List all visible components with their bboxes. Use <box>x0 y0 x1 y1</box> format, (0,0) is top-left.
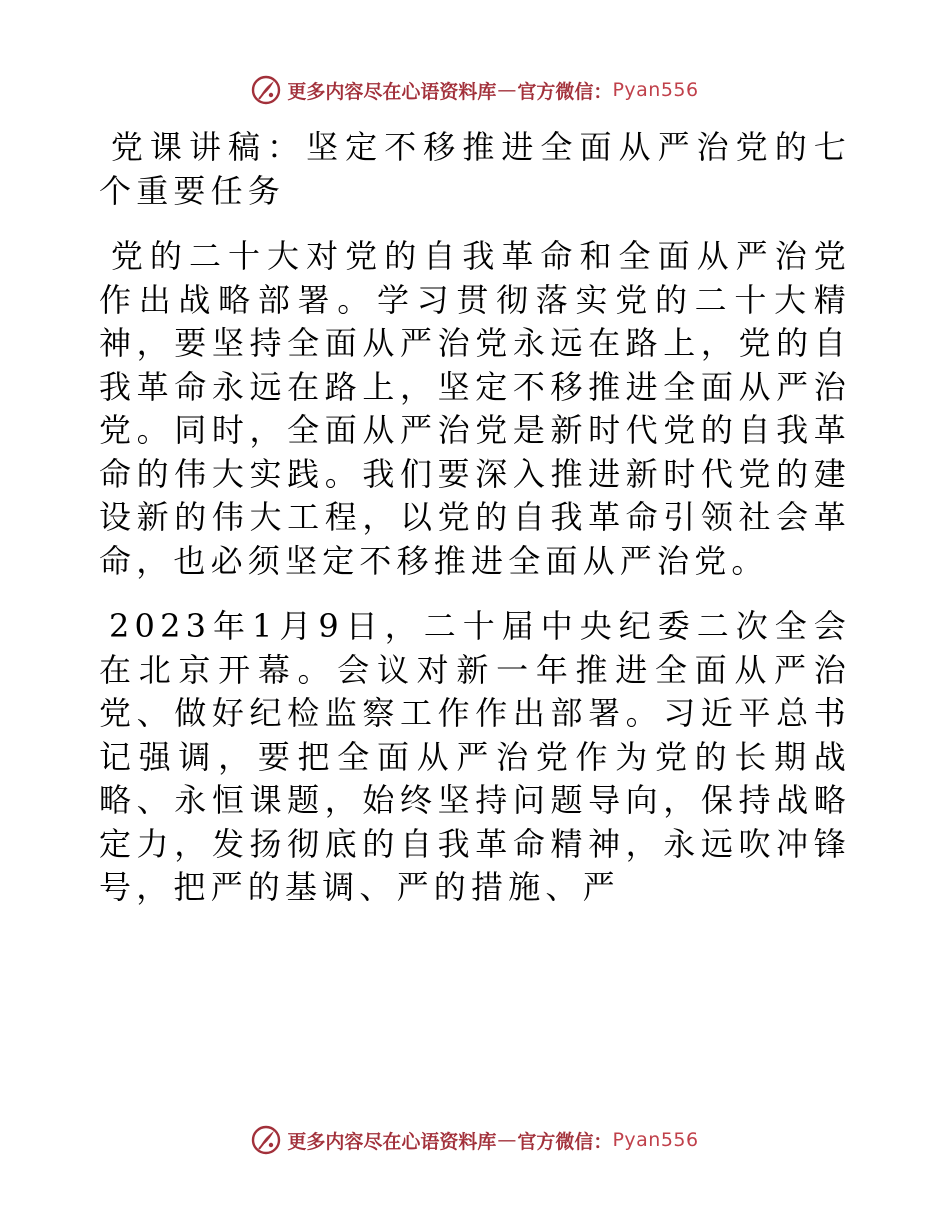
paragraph-2: 2023年1月9日，二十届中央纪委二次全会在北京开幕。会议对新一年推进全面从严治党、做好纪检监察工作作出部署。习近平总书记强调，要把全面从严治党作为党的长期战略、永恒课题，始终坚持问题导向，保持战略定力，发扬彻底的自我革命精神，永远吹冲锋号，把严的基调、严的措施、严 <box>99 607 851 906</box>
header-banner <box>0 70 950 110</box>
document-title: 党课讲稿：坚定不移推进全面从严治党的七个重要任务 <box>99 128 851 210</box>
footer-wechat-id: Pyan556 <box>612 1129 699 1151</box>
footer-banner <box>0 1120 950 1160</box>
quill-logo-icon <box>251 75 281 105</box>
footer-slogan: 更多内容尽在心语资料库 <box>287 1130 497 1153</box>
header-wechat-id: Pyan556 <box>612 79 699 101</box>
header-wechat-label: 官方微信： <box>517 80 613 103</box>
document-body <box>99 126 851 932</box>
header-slogan: 更多内容尽在心语资料库 <box>287 80 497 103</box>
paragraph-1: 党的二十大对党的自我革命和全面从严治党作出战略部署。学习贯彻落实党的二十大精神，要坚持全面从严治党永远在路上，党的自我革命永远在路上，坚定不移推进全面从严治党。同时，全面从严治党是新时代党的自我革命的伟大实践。我们要深入推进新时代党的建设新的伟大工程，以党的自我革命引领社会革命，也必须坚定不移推进全面从严治党。 <box>99 237 851 580</box>
footer-wechat-label: 官方微信： <box>517 1130 613 1153</box>
header-separator: — <box>497 79 517 101</box>
footer-separator: — <box>497 1129 517 1151</box>
quill-logo-icon <box>251 1125 281 1155</box>
